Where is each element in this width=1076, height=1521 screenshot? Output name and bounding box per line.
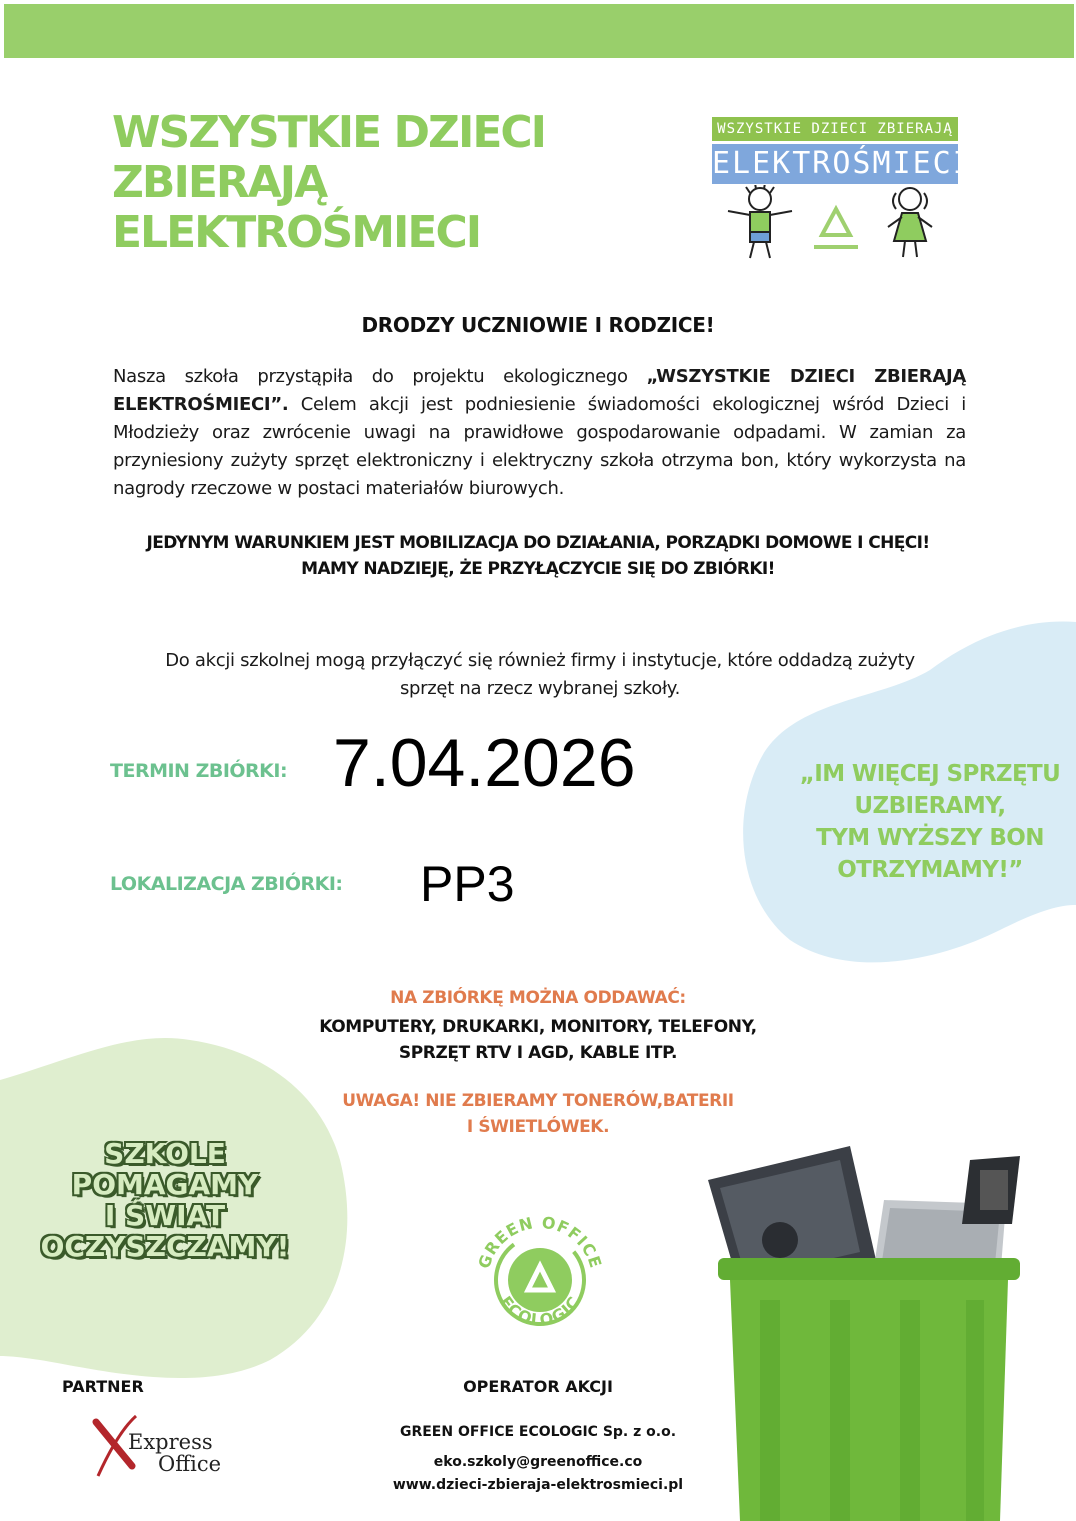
condition-line-2: MAMY NADZIEJĘ, ŻE PRZYŁĄCZYCIE SIĘ DO ZBIÓRKI! [301,559,775,579]
greeting-heading: DRODZY UCZNIOWIE I RODZICE! [361,313,715,337]
operator-name: GREEN OFFICE ECOLOGIC Sp. z o.o. [399,1424,677,1440]
location-value: PP3 [420,856,515,912]
express-logo-line-1: Express [128,1430,213,1454]
express-logo-line-2: Office [158,1452,222,1476]
operator-label: OPERATOR AKCJI [463,1377,613,1396]
recycle-icon [814,209,858,247]
partner-label: PARTNER [62,1377,144,1396]
firms-line-2: sprzęt na rzecz wybranej szkoły. [399,678,681,699]
logo-bottom-text: ELEKTROŚMIECI [712,144,958,184]
intro-paragraph [113,363,966,503]
phone-icon [962,1156,1020,1224]
help-slogan-line-2: POMAGAMY [71,1168,259,1201]
operator-website: www.dzieci-zbieraja-elektrosmieci.pl [392,1477,684,1493]
accepted-line-2: SPRZĘT RTV I AGD, KABLE ITP. [398,1043,678,1063]
bon-slogan-line-3: TYM WYŻSZY BON [816,825,1044,851]
intro-text-rest: Celem akcji jest podniesienie świadomości ekologicznej wśród Dzieci i Młodzieży oraz zwrócenie uwagi na prawidłowe gospodarowanie odpadami. W zamian za przyniesiony zużyty sprzęt elektroniczny i elektryczny szkoła otrzyma bon, który wykorzysta na nagrody rzeczowe w postaci materiałów biurowych. [113,394,966,499]
recycling-bin-illustration [700,1140,1040,1521]
bon-slogan-line-4: OTRZYMAMY!” [837,857,1023,883]
location-label: LOKALIZACJA ZBIÓRKI: [110,873,343,895]
term-label: TERMIN ZBIÓRKI: [110,760,288,782]
accepted-items-title: NA ZBIÓRKĘ MOŻNA ODDAWAĆ: [390,988,686,1008]
logo-illustration [710,185,960,262]
page-title [112,108,672,258]
warning-notice [0,1088,1076,1140]
green-office-bottom-text: ECOLOGIC [495,1292,585,1330]
firms-line-1: Do akcji szkolnej mogą przyłączyć się również firmy i instytucje, które oddadzą zużyty [165,650,915,671]
condition-notice [0,530,1076,582]
bon-slogan-line-1: „IM WIĘCEJ SPRZĘTU [799,761,1061,787]
term-value: 7.04.2026 [333,725,636,801]
title-line-2: ZBIERAJĄ [112,157,327,208]
logo-top-text: WSZYSTKIE DZIECI ZBIERAJĄ [712,117,958,141]
bin-icon [718,1258,1020,1521]
help-slogan-line-4: OCZYSZCZAMY! [40,1230,290,1263]
green-office-top-text: GREEN OFFICE [474,1212,606,1271]
green-office-ecologic-logo [470,1208,610,1348]
express-office-logo [88,1412,238,1484]
condition-line-1: JEDYNYM WARUNKIEM JEST MOBILIZACJA DO DZIAŁANIA, PORZĄDKI DOMOWE I CHĘCI! [146,533,930,553]
title-line-3: ELEKTROŚMIECI [112,207,481,258]
girl-figure-icon [888,188,932,257]
top-green-bar [4,4,1074,58]
accepted-items-list [0,1014,1076,1066]
warning-line-1: UWAGA! NIE ZBIERAMY TONERÓW,BATERII [342,1091,734,1111]
boy-figure-icon [728,185,792,258]
help-school-slogan [20,1138,310,1262]
bon-slogan-line-2: UZBIERAMY, [854,793,1006,819]
bon-slogan [780,758,1076,886]
accepted-line-1: KOMPUTERY, DRUKARKI, MONITORY, TELEFONY, [319,1017,757,1037]
project-name: „WSZYSTKIE DZIECI ZBIERAJĄ ELEKTROŚMIECI”. [113,366,966,415]
firms-paragraph [120,647,960,703]
intro-text-start: Nasza szkoła przystąpiła do projektu ekologicznego [113,366,647,387]
title-line-1: WSZYSTKIE DZIECI [112,107,546,158]
warning-line-2: I ŚWIETLÓWEK. [466,1117,610,1137]
help-slogan-line-3: I ŚWIAT [104,1199,226,1232]
help-slogan-line-1: SZKOLE [104,1137,226,1170]
operator-email: eko.szkoly@greenoffice.co [433,1454,643,1470]
project-logo [710,117,973,262]
